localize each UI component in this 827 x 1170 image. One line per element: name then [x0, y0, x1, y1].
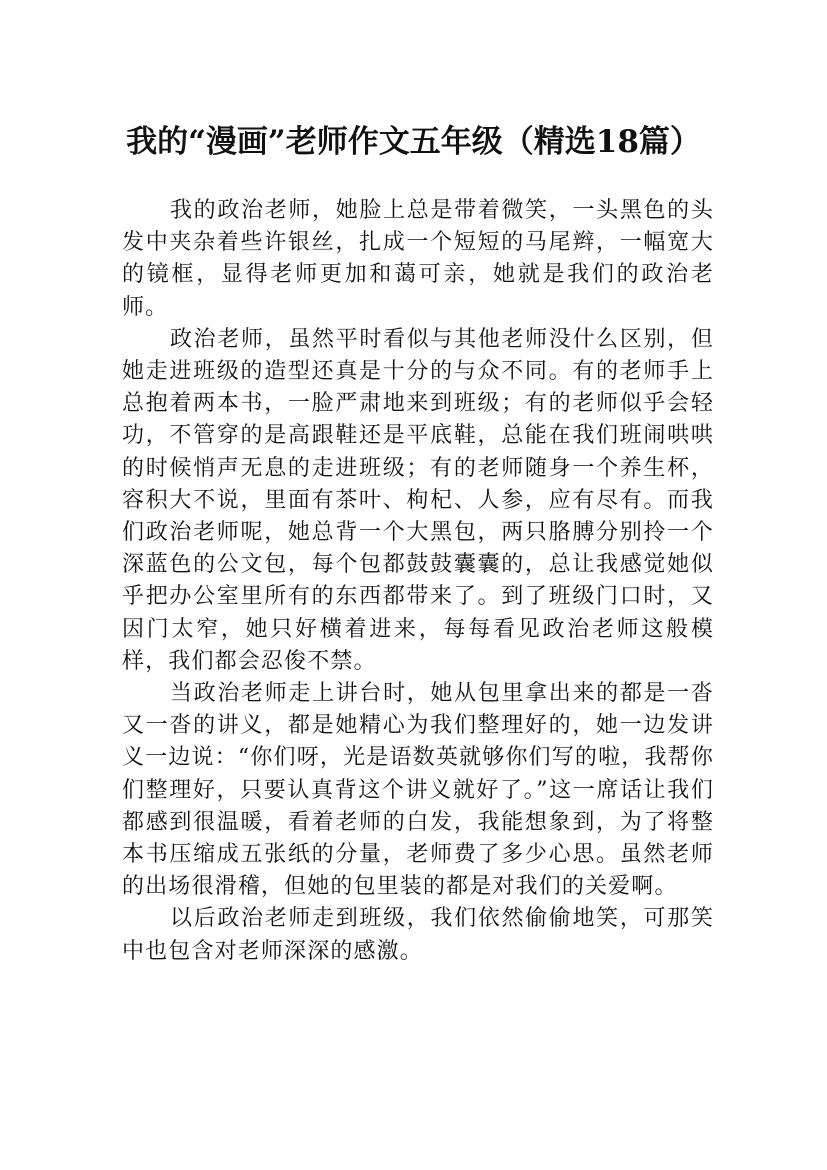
paragraph-3: 当政治老师走上讲台时，她从包里拿出来的都是一沓又一沓的讲义，都是她精心为我们整理好的，她一边发讲义一边说：“你们呀，光是语数英就够你们写的啦，我帮你们整理好，只要认真背这个讲义就好了。”这一席话让我们都感到很温暖，看着老师的白发，我能想象到，为了将整本书压缩成五张纸的分量，老师费了多少心思。虽然老师的出场很滑稽，但她的包里装的都是对我们的关爱啊。: [122, 681, 714, 900]
document-title: 我的“漫画”老师作文五年级（精选18篇）: [126, 123, 701, 160]
document-body: [122, 195, 714, 968]
paragraph-2: 政治老师，虽然平时看似与其他老师没什么区别，但她走进班级的造型还真是十分的与众不同。有的老师手上总抱着两本书，一脸严肃地来到班级；有的老师似乎会轻功，不管穿的是高跟鞋还是平底鞋，总能在我们班闹哄哄的时候悄声无息的走进班级；有的老师随身一个养生杯，容积大不说，里面有茶叶、枸杞、人参，应有尽有。而我们政治老师呢，她总背一个大黑包，两只胳膊分别拎一个深蓝色的公文包，每个包都鼓鼓囊囊的，总让我感觉她似乎把办公室里所有的东西都带来了。到了班级门口时，又因门太窄，她只好横着进来，每每看见政治老师这般模样，我们都会忍俊不禁。: [122, 326, 714, 674]
paragraph-4: 以后政治老师走到班级，我们依然偷偷地笑，可那笑中也包含对老师深深的感激。: [122, 906, 714, 964]
paragraph-1: 我的政治老师，她脸上总是带着微笑，一头黑色的头发中夹杂着些许银丝，扎成一个短短的马尾辫，一幅宽大的镜框，显得老师更加和蔼可亲，她就是我们的政治老师。: [122, 198, 714, 320]
